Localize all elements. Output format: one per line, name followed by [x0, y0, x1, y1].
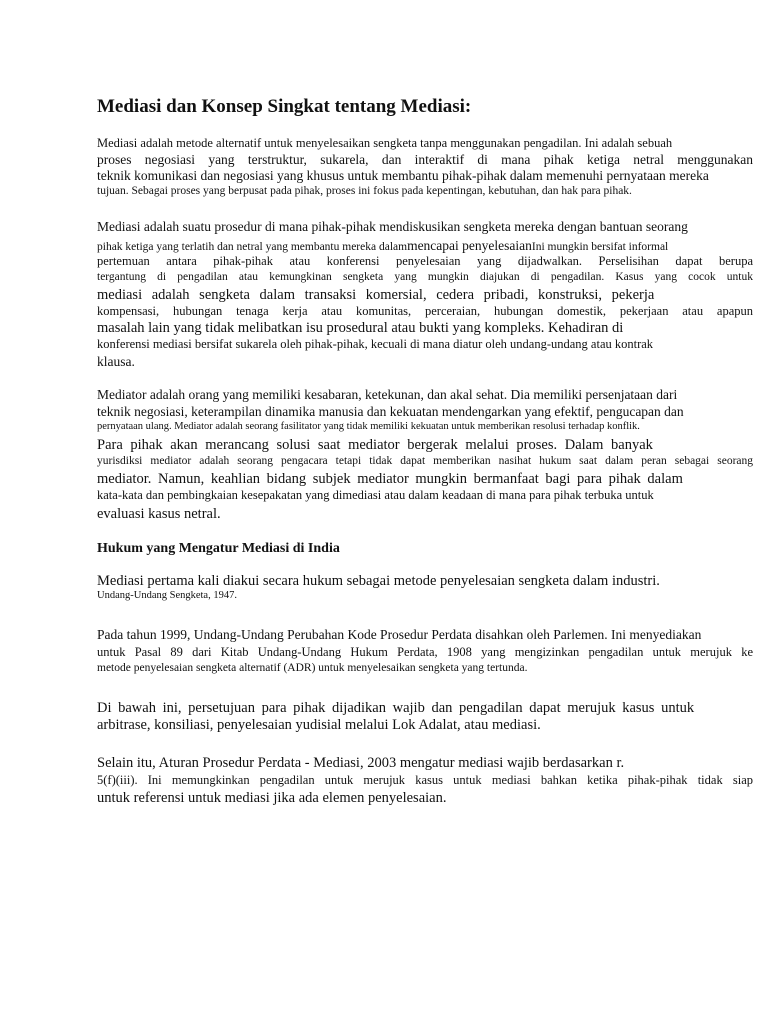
- text-line: Para pihak akan merancang solusi saat mediator bergerak melalui proses. Dalam banyak: [97, 437, 653, 453]
- document-title: Mediasi dan Konsep Singkat tentang Mediasi:: [97, 96, 472, 117]
- text-line: tergantung di pengadilan atau kemungkinan sengketa yang mungkin diajukan di pengadilan. Kasus yang cocok untuk: [97, 271, 753, 283]
- text-span: mencapai penyelesaian: [407, 238, 532, 253]
- text-line: klausa.: [97, 354, 135, 369]
- text-span: Namun, keahlian bidang subjek mediator mungkin bermanfaat bagi para pihak dalam: [158, 471, 683, 487]
- text-line: proses negosiasi yang terstruktur, sukarela, dan interaktif di mana pihak ketiga netral menggunakan: [97, 152, 753, 167]
- text-line: arbitrase, konsiliasi, penyelesaian yudisial melalui Lok Adalat, atau mediasi.: [97, 717, 541, 733]
- text-line: kompensasi, hubungan tenaga kerja atau komunitas, perceraian, hubungan domestik, pekerjaan atau apapun: [97, 304, 753, 318]
- text-line: Mediasi pertama kali diakui secara hukum sebagai metode penyelesaian sengketa dalam industri.: [97, 573, 660, 589]
- text-line: tujuan. Sebagai proses yang berpusat pada pihak, proses ini fokus pada kepentingan, kebutuhan, dan hak para pihak.: [97, 185, 632, 197]
- text-line: Di bawah ini, persetujuan para pihak dijadikan wajib dan pengadilan dapat merujuk kasus untuk: [97, 700, 695, 716]
- text-line: Selain itu, Aturan Prosedur Perdata - Mediasi, 2003 mengatur mediasi wajib berdasarkan r.: [97, 755, 625, 771]
- text-line: teknik negosiasi, keterampilan dinamika manusia dan kekuatan mendengarkan yang efektif, pengucapan dan: [97, 404, 684, 419]
- text-line: Mediasi adalah suatu prosedur di mana pihak-pihak mendiskusikan sengketa mereka dengan bantuan seorang: [97, 219, 688, 234]
- text-line: yurisdiksi mediator adalah seorang pengacara tetapi tidak dapat memberikan nasihat hukum saat dalam peran sebagai seorang: [97, 455, 753, 467]
- text-line: 5(f)(iii). Ini memungkinkan pengadilan untuk merujuk kasus untuk mediasi bahkan ketika pihak-pihak tidak siap: [97, 773, 753, 787]
- text-line: pertemuan antara pihak-pihak atau konferensi penyelesaian yang dijadwalkan. Perselisihan dapat berupa: [97, 254, 753, 268]
- text-span: Ini mungkin bersifat informal: [531, 241, 669, 253]
- text-line: Pada tahun 1999, Undang-Undang Perubahan Kode Prosedur Perdata disahkan oleh Parlemen. Ini menyediakan: [97, 627, 702, 642]
- text-span: pihak ketiga yang terlatih dan netral yang membantu mereka dalam: [97, 241, 408, 253]
- text-line: pernyataan ulang. Mediator adalah seorang fasilitator yang tidak memiliki kekuatan untuk memberikan resolusi terhadap konflik.: [97, 421, 640, 432]
- section-heading: Hukum yang Mengatur Mediasi di India: [97, 541, 340, 556]
- text-line: Mediasi adalah metode alternatif untuk menyelesaikan sengketa tanpa menggunakan pengadilan. Ini adalah sebuah: [97, 136, 673, 150]
- text-line: untuk Pasal 89 dari Kitab Undang-Undang Hukum Perdata, 1908 yang mengizinkan pengadilan untuk merujuk ke: [97, 645, 753, 659]
- text-line-mixed: [97, 472, 683, 487]
- text-line: kata-kata dan pembingkaian kesepakatan yang dimediasi atau dalam keadaan di mana para pihak terbuka untuk: [97, 488, 654, 502]
- text-span: mediator.: [97, 471, 152, 487]
- text-line: evaluasi kasus netral.: [97, 506, 221, 522]
- text-line: mediasi adalah sengketa dalam transaksi komersial, cedera pribadi, konstruksi, pekerja: [97, 287, 655, 303]
- text-line: masalah lain yang tidak melibatkan isu prosedural atau bukti yang kompleks. Kehadiran di: [97, 320, 624, 336]
- text-line-mixed: [97, 238, 668, 254]
- text-line: teknik komunikasi dan negosiasi yang khusus untuk membantu pihak-pihak dalam memenuhi pernyataan mereka: [97, 168, 709, 183]
- text-line: Undang-Undang Sengketa, 1947.: [97, 590, 237, 601]
- text-line: untuk referensi untuk mediasi jika ada elemen penyelesaian.: [97, 790, 447, 806]
- text-line: Mediator adalah orang yang memiliki kesabaran, ketekunan, dan akal sehat. Dia memiliki persenjataan dari: [97, 387, 678, 402]
- text-line: metode penyelesaian sengketa alternatif (ADR) untuk menyelesaikan sengketa yang tertunda.: [97, 662, 528, 674]
- text-line: konferensi mediasi bersifat sukarela oleh pihak-pihak, kecuali di mana diatur oleh undang-undang atau kontrak: [97, 337, 654, 351]
